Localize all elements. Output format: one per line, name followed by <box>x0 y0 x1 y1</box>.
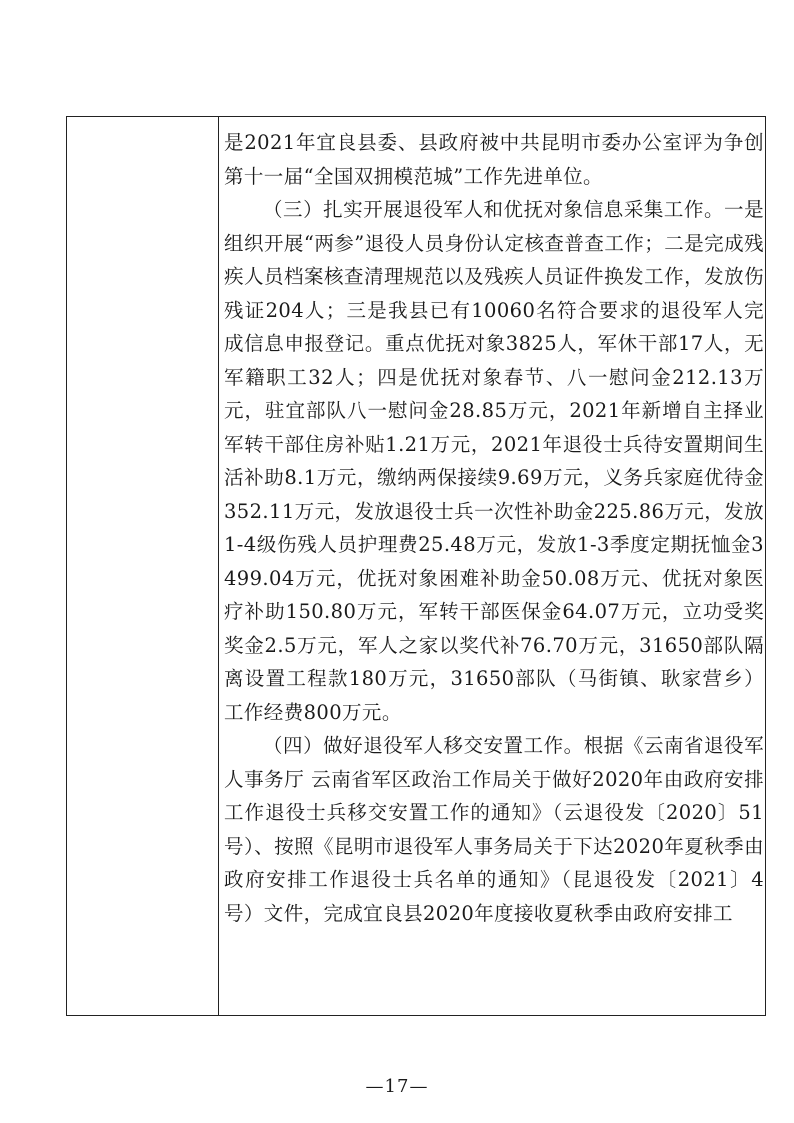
paragraph-section-three: （三）扎实开展退役军人和优抚对象信息采集工作。一是组织开展“两参”退役人员身份认定核查普查工作；二是完成残疾人员档案核查清理规范以及残疾人员证件换发工作，发放伤残证204人；三是我县已有10060名符合要求的退役军人完成信息申报登记。重点优抚对象3825人，军休干部17人，无军籍职工32人；四是优抚对象春节、八一慰问金212.13万元，驻宜部队八一慰问金28.85万元，2021年新增自主择业军转干部住房补贴1.21万元，2021年退役士兵待安置期间生活补助8.1万元，缴纳两保接续9.69万元，义务兵家庭优待金352.11万元，发放退役士兵一次性补助金225.86万元，发放1-4级伤残人员护理费25.48万元，发放1-3季度定期抚恤金3499.04万元，优抚对象困难补助金50.08万元、优抚对象医疗补助150.80万元，军转干部医保金64.07万元，立功受奖奖金2.5万元，军人之家以奖代补76.70万元，31650部队隔离设置工程款180万元，31650部队（马街镇、耿家营乡）工作经费800万元。 <box>224 198 764 724</box>
paragraph-section-four: （四）做好退役军人移交安置工作。根据《云南省退役军人事务厅 云南省军区政治工作局关于做好2020年由政府安排工作退役士兵移交安置工作的通知》（云退役发〔2020〕51号）、按照《昆明市退役军人事务局关于下达2020年夏秋季由政府安排工作退役士兵名单的通知》（昆退役发〔2021〕4号）文件，完成宜良县2020年度接收夏秋季由政府安排工 <box>224 734 764 925</box>
table-content-cell <box>224 126 764 930</box>
page-number-text: —17— <box>365 1076 429 1097</box>
page-number <box>0 1076 794 1097</box>
paragraph-continuation: 是2021年宜良县委、县政府被中共昆明市委办公室评为争创第十一届“全国双拥模范城”工作先进单位。 <box>224 131 764 188</box>
table-column-divider <box>218 116 219 1016</box>
